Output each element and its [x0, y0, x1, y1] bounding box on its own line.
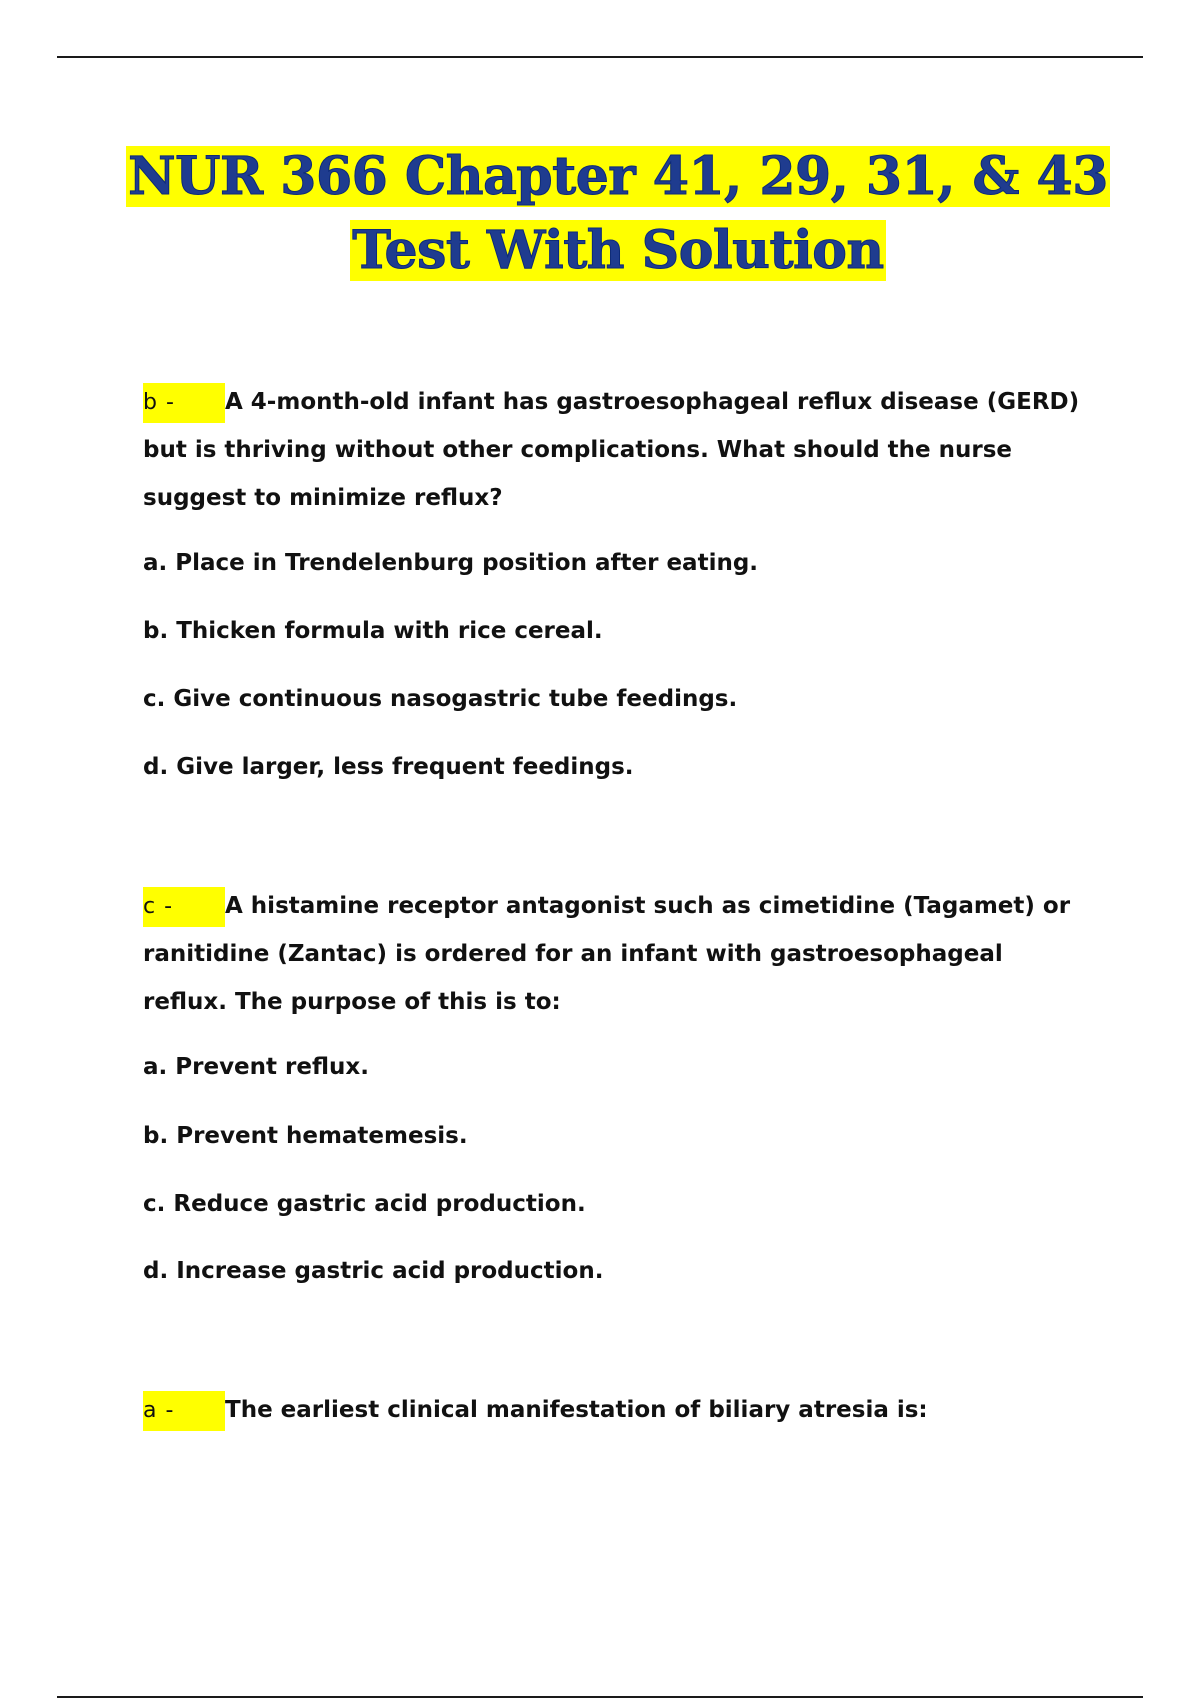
page-title [0, 140, 1200, 288]
question-1-option-b: b. Thicken formula with rice cereal. [143, 618, 603, 644]
question-2-option-a-wrap [143, 1052, 1093, 1082]
question-2-option-c-wrap [143, 1189, 1093, 1219]
question-1-options [143, 548, 1093, 578]
question-1-option-b-wrap [143, 616, 1093, 646]
question-3-text: The earliest clinical manifestation of biliary atresia is: [225, 1397, 928, 1423]
question-1-option-c: c. Give continuous nasogastric tube feedings. [143, 686, 738, 712]
question-2-option-b: b. Prevent hematemesis. [143, 1123, 468, 1149]
title-line-2: Test With Solution [352, 220, 884, 281]
footer-rule [57, 1696, 1143, 1698]
question-2-stem [143, 882, 1093, 1026]
title-line-1: NUR 366 Chapter 41, 29, 31, & 43 [128, 146, 1108, 207]
question-1-stem [143, 378, 1093, 522]
question-1 [143, 378, 1093, 522]
question-2-option-c: c. Reduce gastric acid production. [143, 1191, 586, 1217]
question-1-option-a: a. Place in Trendelenburg position after eating. [143, 550, 759, 576]
question-3-stem [143, 1386, 1093, 1434]
question-2-option-d: d. Increase gastric acid production. [143, 1258, 604, 1284]
answer-key-2: c - [143, 887, 225, 927]
question-2-option-d-wrap [143, 1256, 1093, 1286]
question-1-option-d: d. Give larger, less frequent feedings. [143, 754, 634, 780]
question-1-option-c-wrap [143, 684, 1093, 714]
question-3 [143, 1386, 1093, 1434]
answer-key-1: b - [143, 383, 225, 423]
question-2-text: A histamine receptor antagonist such as cimetidine (Tagamet) or ranitidine (Zantac) is ordered for an infant with gastroesophageal reflux. The purpose of this is to: [143, 893, 1071, 1015]
question-2-option-a: a. Prevent reflux. [143, 1054, 369, 1080]
question-2 [143, 882, 1093, 1026]
answer-key-3: a - [143, 1391, 225, 1431]
header-rule [57, 56, 1143, 58]
question-2-option-b-wrap [143, 1121, 1093, 1151]
question-1-text: A 4-month-old infant has gastroesophageal reflux disease (GERD) but is thriving without other complications. What should the nurse suggest to minimize reflux? [143, 389, 1080, 511]
question-1-option-d-wrap [143, 752, 1093, 782]
